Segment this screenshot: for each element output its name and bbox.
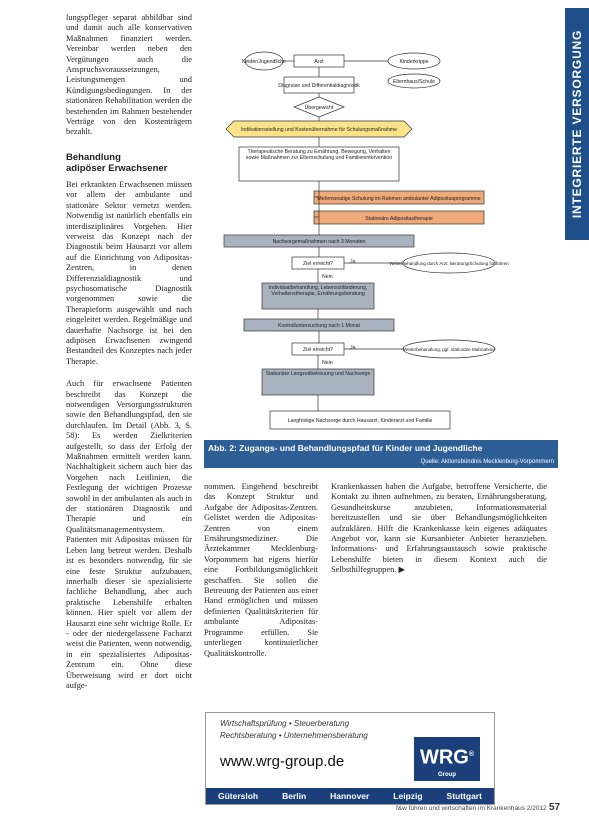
wrg-logo-reg: ®: [468, 751, 475, 758]
wrg-advertisement[interactable]: [205, 712, 495, 805]
node-fallback1-text: Weiterbehandlung durch Arzt, Beratung/Schulung fortführen: [389, 261, 509, 266]
ad-services-line1: Wirtschaftsprüfung • Steuerberatung: [220, 719, 350, 728]
node-abschluss-text: Langfristige Nachsorge durch Hausarzt, Kinderarzt und Familie: [287, 418, 433, 424]
ad-city: Stuttgart: [446, 791, 482, 801]
ad-cities-bar: [206, 788, 494, 804]
node-nein1-text: Nein: [322, 274, 333, 280]
ad-city: Berlin: [282, 791, 307, 801]
node-elternhaus-text: Elternhaus/Schule: [392, 79, 436, 85]
node-stationaer-text: Stationäre Langzeitbetreuung und Nachsorge: [265, 371, 371, 377]
node-schulung-orange-text: Mehrmonatige Schulung im Rahmen ambulanter Adipositasprogramme: [317, 196, 481, 202]
figure-source: Quelle: Aktionsbündnis Mecklenburg-Vorpommern: [420, 459, 554, 465]
heading-line2: adipöser Erwachsener: [66, 162, 168, 174]
ad-city: Leipzig: [393, 791, 423, 801]
footer-publication: f&w führen und wirtschaften im Krankenhaus 2/2012: [396, 805, 547, 812]
node-nachsorge-text: Nachsorgemaßnahmen nach 3 Monaten: [272, 239, 366, 245]
section-sidebar-text: INTEGRIERTE VERSORGUNG: [570, 29, 584, 219]
ad-city: Gütersloh: [217, 791, 259, 801]
heading-line1: Behandlung: [66, 151, 121, 163]
node-ja1-text: Ja: [350, 259, 356, 265]
col3-paragraph: [331, 482, 547, 576]
wrg-logo-sub: Group: [438, 772, 456, 778]
ad-url-link[interactable]: www.wrg-group.de: [220, 753, 345, 770]
node-ziel2-text: Ziel erreicht?: [303, 347, 333, 353]
col2-paragraph: nommen. Eingehend beschreibt das Konzept Struktur und Aufgabe der Adipositas-Zentren. Gelistet werden die Adipositas-Zentren von einem Ernährungsmediziner. Die Ärztekammer Mecklenburg-Vorpommern hat eigens hierfür eine Fortbildungsmöglichkeit geschaffen. Sie sollen die Betreuung der Patienten aus einer Hand ermöglichen und müssen definierten Qualitätskriterien für ambulante Adipositas-Programme erfüllen. Sie unterliegen kontinuierlicher Qualitätskontrolle.: [204, 482, 318, 658]
node-schulung-yellow-text: Stationäre Adipositastherapie: [365, 216, 433, 222]
flowchart-diagram: [204, 10, 558, 470]
col3-text: Krankenkassen haben die Aufgabe, betroffene Versicherte, die Kontakt zu ihnen aufnehmen, zu beraten, Ernährungsberatung, Gesundheitskurse anzubieten, Informationsmaterial bereitzustellen und sie über Behandlungsmöglichkeiten aufzuklären. Hilft die Krankenkasse kein eigenes adäquates Angebot vor, kann sie Kursanbieter Anbieter heranziehen. Informations- und Erfahrungsaustausch sowie praktische Lebenshilfe bieten in diesem Kontext auch die Selbsthilfegruppen.: [331, 482, 547, 575]
col1-mid-paragraph: Bei erkrankten Erwachsenen müssen vor allem der ambulante und stationäre Sektor vernetzt werden. Notwendig ist natürlich ebenfalls ein interdisziplinäres Vorgehen. Hier verweist das Konzept nach der Diagnostik beim Hausarzt vor allem auf die Einrichtung von Adipositas-Zentren, in denen Differenzialdiagnostik und psychosomatische Diagnostik vorgenommen sowie die Therapieform ausgewählt und nach eingeleitet werden. Regelmäßige und dauerhafte Nachsorge ist bei den adipösen Erwachsenen zwingend Bestandteil des Konzeptes nach jeder Therapie.: [66, 179, 192, 366]
node-start-text: Kinder/Jugendliche: [241, 59, 287, 65]
column-middle: [204, 482, 318, 659]
page-number: 57: [549, 802, 561, 813]
ad-city: Hannover: [330, 791, 370, 801]
column-left: [66, 13, 192, 691]
node-diagnose-text: Diagnose und Differentialdiagnostik: [278, 83, 360, 89]
wrg-logo-text: WRG: [419, 746, 469, 769]
node-uebergewicht-text: Übergewicht: [304, 105, 334, 111]
node-weiter1-text: Individualbehandlung, Lebensstiländerung, Verhaltenstherapie, Ernährungsberatung: [268, 285, 368, 297]
figure-caption-bar: [204, 440, 558, 468]
figure-caption: Abb. 2: Zugangs- und Behandlungspfad für Kinder und Jugendliche: [208, 443, 483, 453]
node-arzt-text: Arzt: [314, 59, 324, 65]
node-ziel1-text: Ziel erreicht?: [303, 261, 333, 267]
node-indikation-text: Indikationsstellung und Kostenübernahme für Schulungsmaßnahme: [240, 127, 398, 133]
node-therapie-text: Therapeutische Beratung zu Ernährung, Bewegung, Verhalten sowie Maßnahmen zur Elternschulung und Familienintervention: [245, 149, 393, 161]
column-right: [331, 482, 547, 576]
col1-top-paragraph: lungspfleger separat abbildbar sind und damit auch alle konservativen Maßnahmen finanziert werden. Vereinbar werden neben den Vergütungen auch die Anspruchsvoraussetzungen, Leistungsmengen und Kündigungsbedingungen. In der stationären Rehabilitation werden die bestehenden im Rahmen bestehender Verträge von den Kostenträgern bezahlt.: [66, 13, 192, 137]
node-fallback2-text: Weiterbehandlung, ggf. stationäre Maßnahme: [403, 347, 495, 352]
col3-end-marker: ▶: [398, 565, 405, 575]
ad-services-line2: Rechtsberatung • Unternehmensberatung: [220, 731, 368, 740]
wrg-logo: [414, 737, 480, 781]
node-ja2-text: Ja: [350, 345, 356, 351]
node-nein2-text: Nein: [322, 360, 333, 366]
col1-bottom-paragraph: Auch für erwachsene Patienten beschreibt das Konzept die notwendigen Versorgungsstrukturen sowie den Behandlungspfad, den sie durchlaufen. Im Detail (Abb. 3, S. 58): Es werden Zielkriterien aufgestellt, so dass der Erfolg der Maßnahmen ermittelt werden kann. Nachhaltigkeit sichern auch hier das Vorgehen nach Leitlinien, die Festlegung der wichtigen Prozesse sowohl in der ambulanten als auch in der stationären Diagnostik und Therapie und ein Qualitätsmanagementsystem. Patienten mit Adipositas müssen für Leben lang betreut werden. Deshalb ist es besonders notwendig, für sie eine feste Struktur aufzubauen, innerhalb dieser sie spezialisierte fachliche Behandlung, aber auch praktische Lebenshilfe erhalten können. Hier spielt vor allem der Hausarzt eine sehr wichtige Rolle. Er - oder der niedergelassene Facharzt weist die Patienten, wenn notwendig, in ein spezialisiertes Adipositas-Zentrum ein. Ohne diese Überweisung wird er dort nicht aufge-: [66, 379, 192, 690]
section-sidebar-label: [565, 8, 589, 240]
node-kinderkrippe-text: Kinderkrippe: [399, 59, 429, 65]
node-kontrolle-text: Kontrolluntersuchung nach 1 Monat: [278, 323, 360, 329]
